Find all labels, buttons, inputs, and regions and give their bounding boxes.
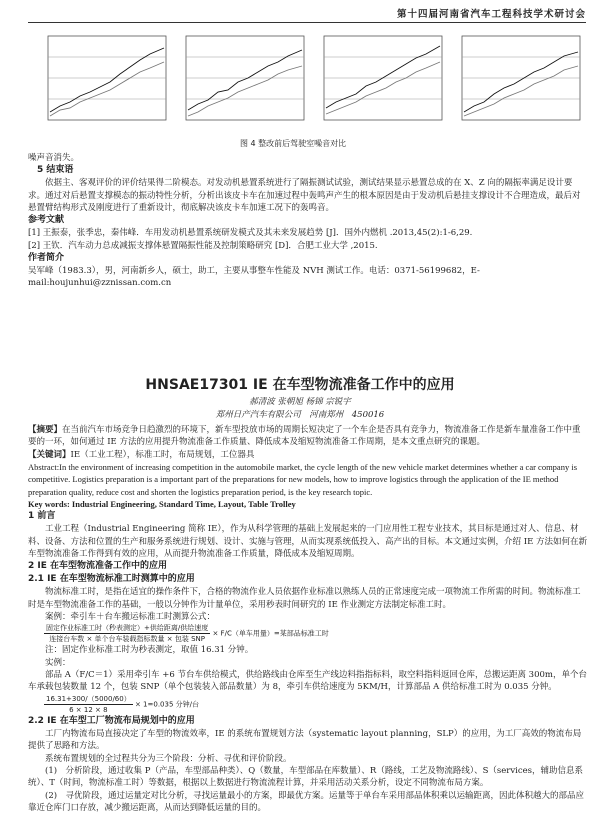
- prior-article-end: [28, 152, 588, 290]
- calc-numerator: 16.31+300/（5000/60）: [44, 694, 133, 705]
- abstract-cn: 在当前汽车市场竞争日趋激烈的环境下，新车型投放市场的周期长短决定了一个车企是否具有竞争力，物流准备工作是新车量准备工作中重要的一环，如何通过 IE 方法的应用提升物流准备工作质量、降低成本及缩短物流准备工作周期，是本文重点研究的课题。: [28, 425, 581, 448]
- reference-1: [1] 王振泰，张季忠，秦伟峰．车用发动机悬置系统研发模式及其未来发展趋势 [J]．国外内燃机 .2013,45(2):1-6,29.: [28, 228, 473, 239]
- header-rule: [28, 22, 586, 23]
- keywords-cn-label: 【关键词】: [28, 449, 71, 460]
- section22-heading: 2.2 IE 在车型工厂物流布局规划中的应用: [28, 716, 195, 727]
- paper-authors: 郝清波 张朝旭 杨锦 宗锐宇: [249, 397, 351, 407]
- calc-denominator: 6 × 12 × 8: [69, 705, 108, 714]
- keywords-en: Key words: Industrial Engineering, Standard Time, Layout, Table Trolley: [28, 498, 296, 509]
- section22-body2: 系统布置规划的全过程共分为三个阶段：分析、寻优和评价阶段。: [45, 753, 292, 764]
- formula-denominator: 连接台车数 × 单个台车装载指标数量 × 包装 SNP: [49, 635, 205, 644]
- noise-chart-1: [40, 32, 170, 132]
- noise-chart-2: [178, 32, 308, 132]
- references-heading: 参考文献: [28, 215, 65, 226]
- paper-affiliation: 郑州日产汽车有限公司 河南郑州 450016: [215, 410, 385, 420]
- section1-heading: 1 前言: [28, 511, 56, 522]
- example-body: 部品 A（F/C＝1）采用牵引车 +6 节台车供给模式，供给路线由仓库至生产线边料指指标料，取空料指料返回仓库，总搬运距离 300m，单个台车承载包装数量 12 个，包装 SNP（单个包装装入部品数量）为 8，牵引车供给速度为 5KM/H，计算部品 A 供给标准工时为 0.035 分钟。: [28, 670, 587, 693]
- abstract-en: Abstract:In the environment of increasing competition in the automobile market, the cycle length of the new vehicle market determines whether a car company is competitive. Logistics preparation is a important part of the preparations for new models, how to improve logistics through the application of the IE method preparation quality, reduce cost and shorten the logistics preparation period, is the key research topic.: [28, 461, 578, 497]
- paper-title: HNSAE17301 IE 在车型物流准备工作中的应用: [145, 377, 455, 393]
- section5-body: 依据主、客观评价的评价结果得二阶模态。对发动机悬置系统进行了隔振测试试验，测试结果显示悬置总成的在 X、Z 向的隔振率满足设计要求。通过对后悬置支撑模态的振动特性分析，分析出该皮卡车在加速过程中轰鸣声产生的根本原因是由于发动机后悬挂支撑设计不合理造成，最后对悬置臂结构形式及刚度进行了重新设计，彻底解决该皮卡车加速工况下的轰鸣音。: [28, 178, 581, 213]
- keywords-cn: IE（工业工程），标准工时，布局规划，工位器具: [70, 449, 255, 460]
- example-calculation: [44, 694, 588, 715]
- reference-2: [2] 王钦．汽车动力总成减振支撑体悬置隔振性能及控制策略研究 [D]．合肥工业大学 ,2015.: [28, 240, 378, 251]
- noise-chart-4: [454, 32, 584, 132]
- author-bio: 吴军峰（1983.3），男，河南新乡人，硕士，助工，主要从事整车性能及 NVH 测试工作。电话：0371-56199682，E-mail:houjunhui@zznissan.com.cn: [28, 266, 480, 289]
- author-bio-heading: 作者简介: [28, 252, 65, 263]
- example-label: 实例：: [45, 657, 71, 668]
- formula-note: 注：固定作业标准工时为秒表测定，取值 16.31 分钟。: [45, 645, 254, 656]
- standard-time-formula: [44, 623, 588, 644]
- section21-calc-intro: 案例：牵引车＋台车搬运标准工时测算公式：: [45, 611, 216, 622]
- paper-body: [28, 424, 588, 814]
- section21-body: 物流标准工时，是指在适宜的操作条件下，合格的物流作业人员依据作业标准以熟练人员的正常速度完成一项物流工作所需的时间。物流标准工时是车型物流准备工作的基础，一般以分钟作为计量单位，采用秒表时间研究的 IE 作业测定方法制定标准工时。: [28, 587, 581, 610]
- calc-result: × 1=0.035 分钟/台: [134, 700, 199, 709]
- section21-heading: 2.1 IE 在车型物流标准工时测算中的应用: [28, 574, 195, 585]
- intro-fragment: 噪声音消失。: [28, 153, 80, 163]
- section1-body: 工业工程（Industrial Engineering 简称 IE），作为从科学管理的基础上发展起来的一门应用性工程专业技术，其目标是通过对人、信息、材料、设备、方法和位置的生产和服务系统进行规划、设计、实施与管理，从而实现系统低投入、高产出的目标。本文通过实例，介绍 IE 方法如何在新车型物流准备工作得到有效的应用，从而提升物流准备工作质量，降低成本及缩短周期。: [28, 524, 587, 559]
- section2-heading: 2 IE 在车型物流准备工作中的应用: [28, 561, 168, 572]
- figure-caption: 图 4 整改前后驾驶室噪音对比: [240, 139, 347, 148]
- figure-4-panels: [40, 32, 580, 132]
- formula-tail: × F/C（单车用量）=某部品标准工时: [212, 629, 329, 638]
- section22-item2: (2) 寻优阶段，通过运量定对比分析，寻找运量最小的方案，即最优方案。运量等于单台车采用部品体积乘以运输距离，因此体积越大的部品应靠近仓库门口存放，减少搬运距离，从而达到降低运量的目的。: [28, 790, 585, 813]
- noise-chart-3: [316, 32, 446, 132]
- abstract-cn-label: 【摘要】: [28, 425, 63, 435]
- section22-body: 工厂内物流布局直接决定了车型的物流效率，IE 的系统布置规划方法（systematic layout planning，SLP）的应用，为工厂高效的物流布局提供了思路和方法。: [28, 729, 582, 752]
- section22-item1: (1) 分析阶段，通过收集 P（产品，车型部品种类）、Q（数量，车型部品在库数量）、R（路线，工艺及物流路线）、S（services，辅助信息系统）、T（时间，物流标准工时）等数据，根据以上数据进行物流流程计算，并采用活动关系分析，设定不同物流布局方案。: [28, 766, 584, 789]
- running-header: 第十四届河南省汽车工程科技学术研讨会: [396, 9, 586, 20]
- formula-numerator: 固定作业标准工时（秒表测定）+供给距离/供给速度: [44, 623, 210, 634]
- section5-heading: 5 结束语: [37, 165, 74, 176]
